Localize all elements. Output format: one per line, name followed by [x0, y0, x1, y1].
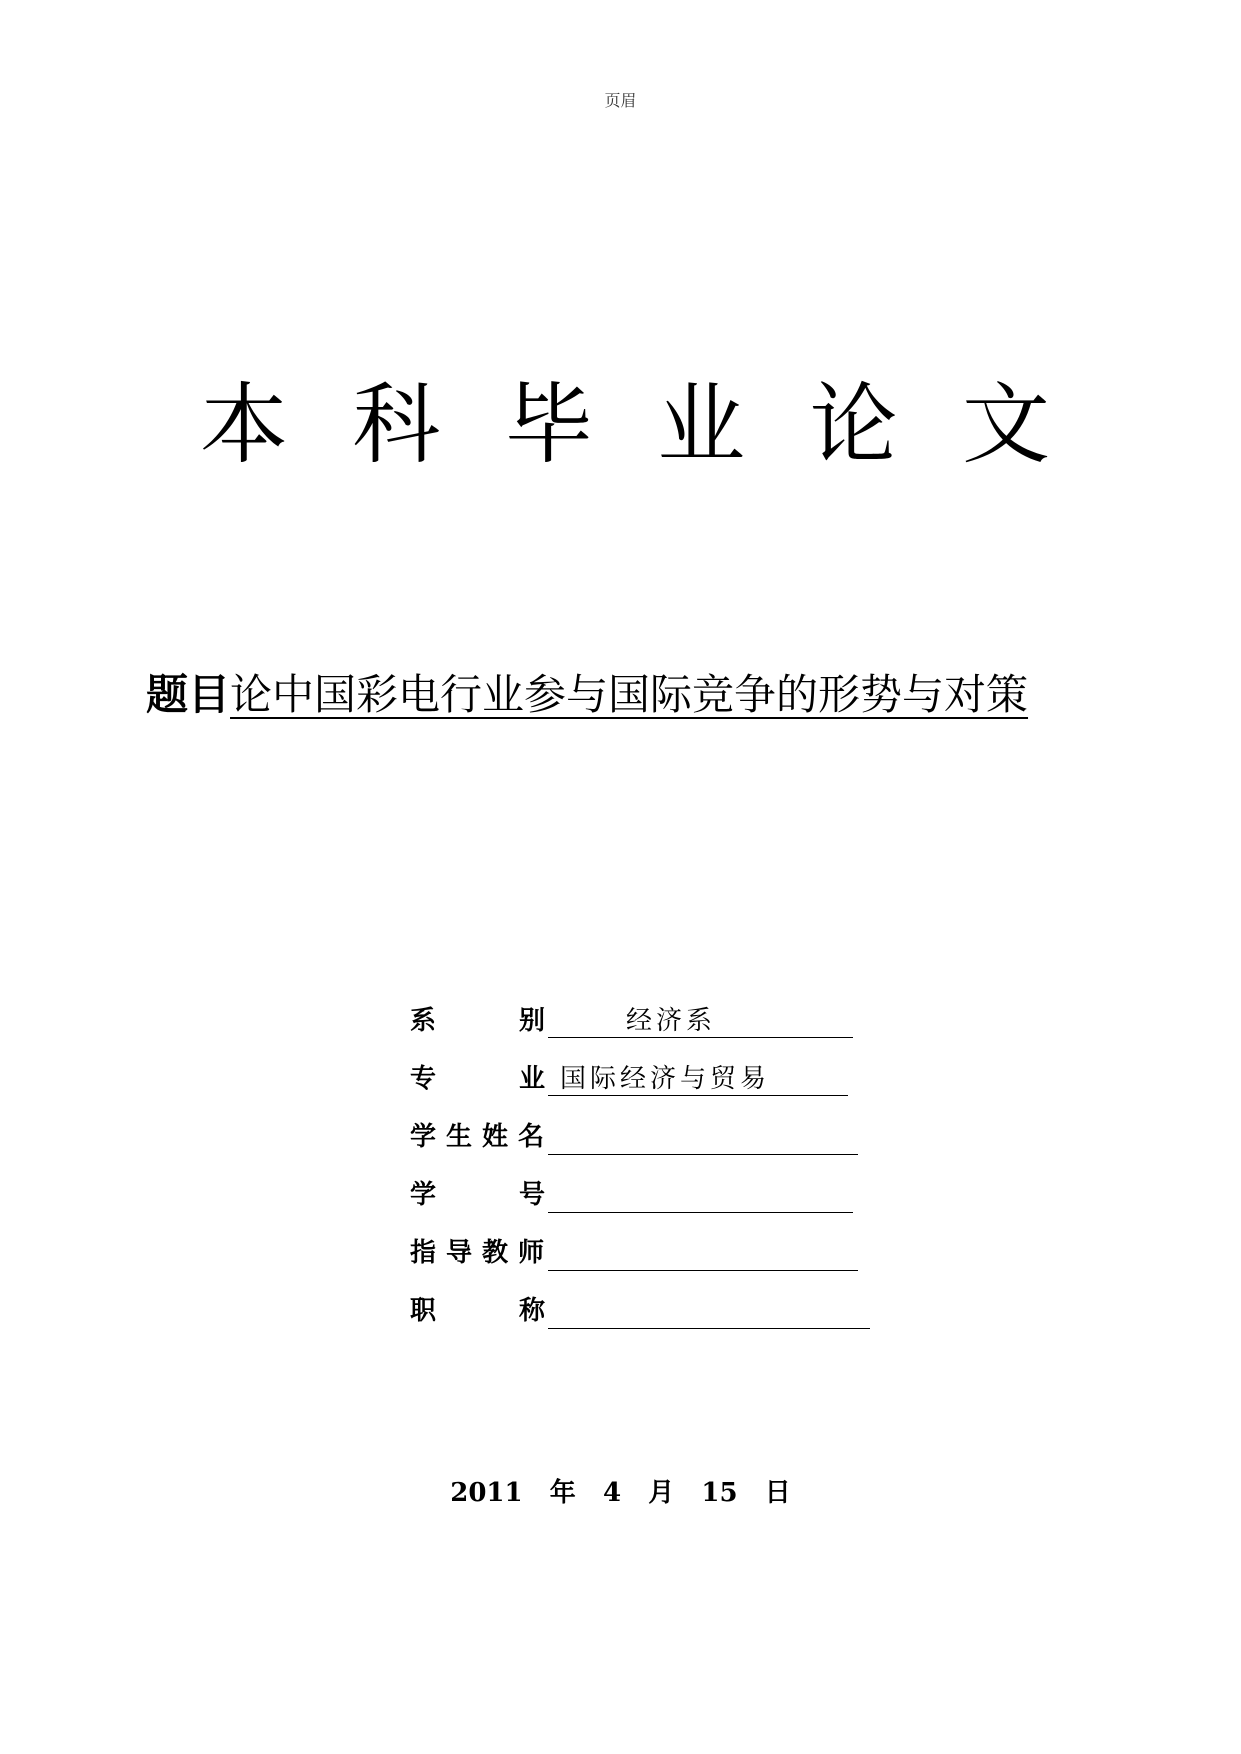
- student-id-field[interactable]: [548, 1172, 853, 1213]
- submission-date: [0, 1472, 1241, 1509]
- main-title-char: 本: [200, 373, 289, 476]
- advisor-label: 指导教师: [410, 1238, 555, 1268]
- major-label-char: 专: [410, 1064, 437, 1094]
- date-month: 4: [602, 1478, 622, 1508]
- advisor-field[interactable]: [548, 1230, 858, 1271]
- thesis-topic: [146, 668, 1028, 722]
- topic-label: 题目: [146, 670, 231, 719]
- main-title-char: 毕: [504, 373, 593, 476]
- job-title-label-char: 职: [410, 1296, 437, 1326]
- job-title-label-char: 称: [518, 1296, 545, 1326]
- job-title-field[interactable]: [548, 1288, 870, 1329]
- date-year-unit: 年: [549, 1478, 576, 1508]
- date-year: 2011: [450, 1478, 523, 1508]
- department-label-char: 别: [518, 1006, 545, 1036]
- major-field[interactable]: 国际经济与贸易: [548, 1056, 848, 1096]
- main-title-char: 科: [352, 373, 441, 476]
- major-label: [410, 1056, 545, 1102]
- date-day: 15: [701, 1478, 738, 1508]
- student-id-label: [410, 1172, 545, 1218]
- department-label: [410, 998, 545, 1044]
- student-id-label-char: 学: [410, 1180, 437, 1210]
- topic-value: 论中国彩电行业参与国际竞争的形势与对策: [230, 670, 1029, 719]
- main-title-char: 文: [961, 373, 1050, 476]
- major-label-char: 业: [518, 1064, 545, 1094]
- main-title-char: 业: [657, 373, 746, 476]
- date-day-unit: 日: [764, 1478, 791, 1508]
- main-title: [200, 375, 1050, 475]
- job-title-label: [410, 1288, 545, 1334]
- student-name-label: 学生姓名: [410, 1122, 555, 1152]
- department-field[interactable]: 经济系: [548, 998, 853, 1038]
- date-month-unit: 月: [648, 1478, 675, 1508]
- main-title-char: 论: [809, 373, 898, 476]
- department-label-char: 系: [410, 1006, 437, 1036]
- student-name-field[interactable]: [548, 1114, 858, 1155]
- page-header: 页眉: [604, 91, 637, 110]
- student-id-label-char: 号: [518, 1180, 545, 1210]
